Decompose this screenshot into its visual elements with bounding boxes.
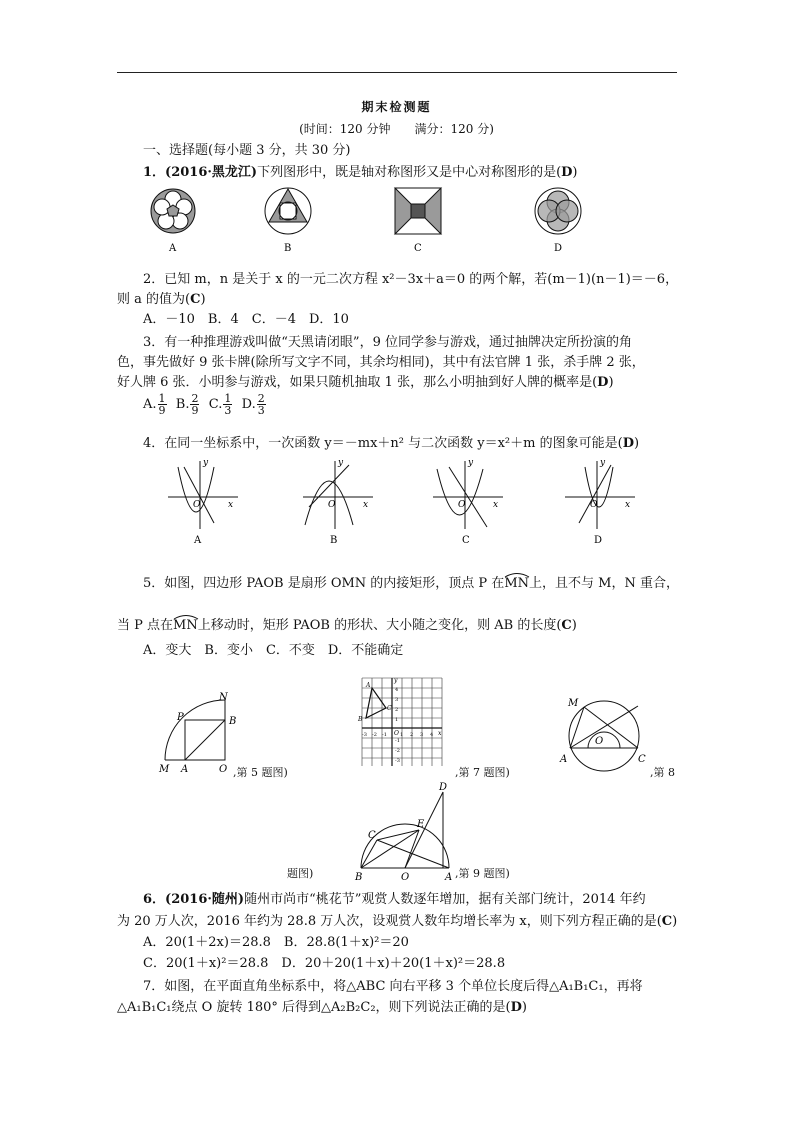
question-7-line1: 7．如图，在平面直角坐标系中，将△ABC 向右平移 3 个单位长度后得△A₁B₁C₁，再将 [143, 979, 643, 994]
svg-text:A: A [194, 535, 202, 546]
svg-text:E: E [417, 819, 425, 830]
svg-text:P: P [177, 712, 184, 723]
graph-b [303, 461, 373, 529]
svg-text:C: C [462, 535, 470, 546]
question-1: 1．(2016·黑龙江)下列图形中，既是轴对称图形又是中心对称图形的是(D) [143, 165, 578, 180]
svg-text:O: O [590, 500, 598, 510]
svg-text:y: y [338, 458, 344, 468]
svg-text:B: B [330, 535, 338, 546]
question-4: 4．在同一坐标系中，一次函数 y＝－mx＋n² 与二次函数 y＝x²＋m 的图象可能是(D) [143, 436, 640, 451]
figure-8-caption-cont: 题图) [287, 867, 314, 880]
graph-a [168, 461, 238, 529]
svg-text:N: N [219, 692, 228, 703]
svg-text:B: B [358, 716, 363, 723]
svg-text:x: x [625, 500, 631, 510]
figure-b [265, 188, 311, 234]
figure-7-caption: ,第 7 题图) [455, 766, 510, 779]
svg-text:O: O [328, 500, 336, 510]
svg-text:3: 3 [420, 732, 424, 738]
page-title: 期末检测题 [361, 100, 432, 114]
question-2-options: A．－10 B．4 C．－4 D．10 [143, 312, 349, 327]
figure-a-label: A [169, 243, 177, 254]
svg-text:3: 3 [395, 697, 399, 703]
figure-a [151, 189, 195, 233]
svg-text:O: O [219, 764, 228, 775]
figure-8 [560, 692, 650, 774]
question-2-line2: 则 a 的值为(C) [117, 292, 206, 307]
svg-text:x: x [363, 500, 369, 510]
svg-text:C: C [368, 830, 376, 841]
figure-5-caption: ,第 5 题图) [233, 766, 288, 779]
svg-text:-1: -1 [382, 732, 387, 738]
question-6-line1: 6．(2016·随州)随州市尚市“桃花节”观赏人数逐年增加，据有关部门统计，2014 年约 [143, 892, 646, 907]
figure-9-caption: ,第 9 题图) [455, 867, 510, 880]
question-3-line3: 好人牌 6 张．小明参与游戏，如果只随机抽取 1 张，那么小明抽到好人牌的概率是(D) [117, 375, 614, 390]
svg-text:x: x [228, 500, 234, 510]
svg-text:y: y [203, 458, 209, 468]
question-3-options: A. $\frac{1}{9}$ B. $\frac{2}{9}$ C. $\frac{1}{3}$ D. $\frac{2}{3}$ [143, 392, 265, 417]
svg-text:y: y [394, 677, 398, 684]
svg-text:x: x [493, 500, 499, 510]
svg-text:y: y [468, 458, 474, 468]
svg-text:A: A [560, 754, 568, 765]
top-rule [117, 72, 677, 73]
figure-b-label: B [284, 243, 292, 254]
svg-text:1: 1 [395, 717, 399, 723]
svg-text:B: B [229, 716, 237, 727]
svg-text:-2: -2 [372, 732, 377, 738]
question-4-graphs [160, 455, 640, 547]
figure-d-label: D [554, 243, 563, 254]
svg-text:2: 2 [410, 732, 414, 738]
question-6-options-ab: A．20(1＋2x)＝28.8 B．28.8(1＋x)²＝20 [143, 935, 409, 950]
figure-d [535, 188, 581, 234]
question-7-line2: △A₁B₁C₁绕点 O 旋转 180° 后得到△A₂B₂C₂，则下列说法正确的是(D) [117, 1000, 527, 1015]
svg-text:-1: -1 [395, 738, 400, 744]
svg-text:O: O [401, 872, 410, 883]
svg-text:A: A [445, 872, 453, 883]
svg-text:O: O [193, 500, 201, 510]
graph-c [433, 461, 503, 529]
question-5-line2: 当 P 点在MN 上移动时，矩形 PAOB 的形状、大小随之变化，则 AB 的长度(C) [117, 614, 577, 633]
figure-9 [355, 780, 455, 885]
figure-7 [352, 672, 447, 772]
figure-8-caption: ,第 8 [650, 766, 675, 779]
svg-text:O: O [394, 730, 399, 737]
svg-text:D: D [594, 535, 603, 546]
svg-text:x: x [438, 730, 442, 737]
question-2-line1: 2．已知 m，n 是关于 x 的一元二次方程 x²－3x＋a＝0 的两个解，若(m－1)(n－1)＝－6， [143, 272, 679, 287]
figure-c-label: C [414, 243, 422, 254]
figure-5 [155, 692, 235, 777]
svg-text:B: B [355, 872, 363, 883]
question-3-line1: 3．有一种推理游戏叫做“天黑请闭眼”，9 位同学参与游戏，通过抽牌决定所扮演的角 [143, 335, 632, 350]
question-6-line2: 为 20 万人次，2016 年约为 28.8 万人次，设观赏人数年均增长率为 x，则下列方程正确的是(C) [117, 914, 678, 929]
svg-text:O: O [458, 500, 466, 510]
page-subtitle: (时间：120 分钟 满分：120 分) [299, 122, 494, 136]
svg-text:-3: -3 [395, 758, 400, 764]
svg-text:M: M [159, 764, 170, 775]
question-5-options: A．变大 B．变小 C．不变 D．不能确定 [143, 643, 404, 658]
question-5-line1: 5．如图，四边形 PAOB 是扇形 OMN 的内接矩形，顶点 P 在MN 上，且不与 M，N 重合， [143, 572, 679, 591]
svg-text:D: D [439, 782, 448, 793]
svg-text:4: 4 [430, 732, 434, 738]
graph-d [565, 461, 635, 529]
question-1-figures [140, 185, 600, 260]
svg-text:4: 4 [395, 687, 399, 693]
question-3-line2: 色，事先做好 9 张卡牌(除所写文字不同，其余均相同)，其中有法官牌 1 张，杀手牌 2 张， [117, 355, 645, 370]
svg-text:-2: -2 [395, 748, 400, 754]
svg-text:C: C [387, 705, 392, 712]
svg-text:-3: -3 [362, 732, 367, 738]
figure-c [395, 188, 441, 234]
svg-text:A: A [181, 764, 189, 775]
svg-text:2: 2 [395, 707, 399, 713]
question-6-options-cd: C．20(1＋x)²＝28.8 D．20＋20(1＋x)＋20(1＋x)²＝28.8 [143, 956, 506, 971]
svg-text:O: O [595, 736, 604, 747]
section-heading: 一、选择题(每小题 3 分，共 30 分) [143, 143, 351, 158]
svg-text:1: 1 [400, 732, 404, 738]
svg-text:C: C [638, 754, 646, 765]
svg-text:M: M [568, 698, 579, 709]
svg-text:A: A [366, 682, 371, 689]
svg-text:y: y [600, 458, 606, 468]
